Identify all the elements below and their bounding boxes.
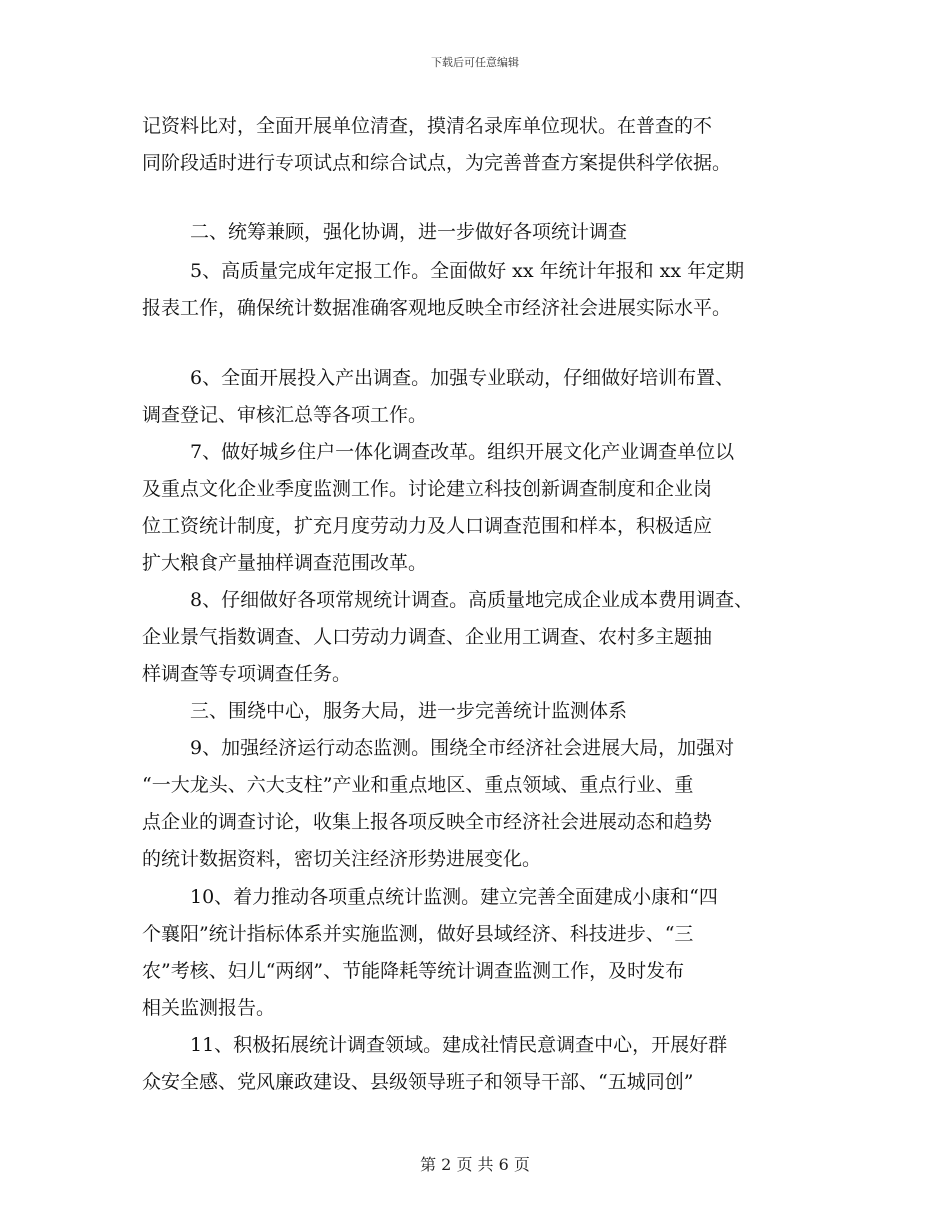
text-line: 位工资统计制度，扩充月度劳动力及人口调查范围和样本，积极适应 — [142, 515, 713, 537]
text-line: 点企业的调查讨论，收集上报各项反映全市经济社会进展动态和趋势 — [142, 811, 713, 833]
text-line: 众安全感、党风廉政建设、县级领导班子和领导干部、“五城同创” — [142, 1071, 694, 1093]
text-line: 企业景气指数调查、人口劳动力调查、企业用工调查、农村多主题抽 — [142, 626, 713, 648]
text-line: 同阶段适时进行专项试点和综合试点，为完善普查方案提供科学依据。 — [142, 152, 732, 174]
section-heading: 三、围绕中心，服务大局，进一步完善统计监测体系 — [190, 700, 628, 722]
text-line: 的统计数据资料，密切关注经济形势进展变化。 — [142, 848, 542, 870]
text-line: 报表工作，确保统计数据准确客观地反映全市经济社会进展实际水平。 — [142, 297, 732, 319]
text-line: 农”考核、妇儿“两纲”、节能降耗等统计调查监测工作，及时发布 — [142, 960, 685, 982]
section-heading: 二、统筹兼顾，强化协调，进一步做好各项统计调查 — [190, 221, 628, 243]
text-line: 11、积极拓展统计调查领域。建成社情民意调查中心，开展好群 — [190, 1034, 728, 1056]
text-line: 样调查等专项调查任务。 — [142, 663, 352, 685]
text-line: 7、做好城乡住户一体化调查改革。组织开展文化产业调查单位以 — [190, 441, 735, 463]
text-line: 及重点文化企业季度监测工作。讨论建立科技创新调查制度和企业岗 — [142, 478, 713, 500]
page-header: 下载后可任意编辑 — [431, 56, 519, 69]
text-line: 5、高质量完成年定报工作。全面做好 xx 年统计年报和 xx 年定期 — [190, 260, 745, 282]
text-line: 记资料比对，全面开展单位清查，摸清名录库单位现状。在普查的不 — [142, 115, 713, 137]
text-line: “一大龙头、六大支柱”产业和重点地区、重点领域、重点行业、重 — [142, 774, 694, 796]
text-line: 扩大粮食产量抽样调查范围改革。 — [142, 552, 428, 574]
page-number: 第 2 页 共 6 页 — [420, 1155, 530, 1174]
text-line: 9、加强经济运行动态监测。围绕全市经济社会进展大局，加强对 — [190, 737, 735, 759]
text-line: 相关监测报告。 — [142, 997, 276, 1019]
text-line: 6、全面开展投入产出调查。加强专业联动，仔细做好培训布置、 — [190, 367, 735, 389]
text-line: 调查登记、审核汇总等各项工作。 — [142, 404, 428, 426]
text-line: 10、着力推动各项重点统计监测。建立完善全面建成小康和“四 — [190, 886, 718, 908]
text-line: 个襄阳”统计指标体系并实施监测，做好县域经济、科技进步、“三 — [142, 923, 694, 945]
text-line: 8、仔细做好各项常规统计调查。高质量地完成企业成本费用调查、 — [190, 589, 754, 611]
